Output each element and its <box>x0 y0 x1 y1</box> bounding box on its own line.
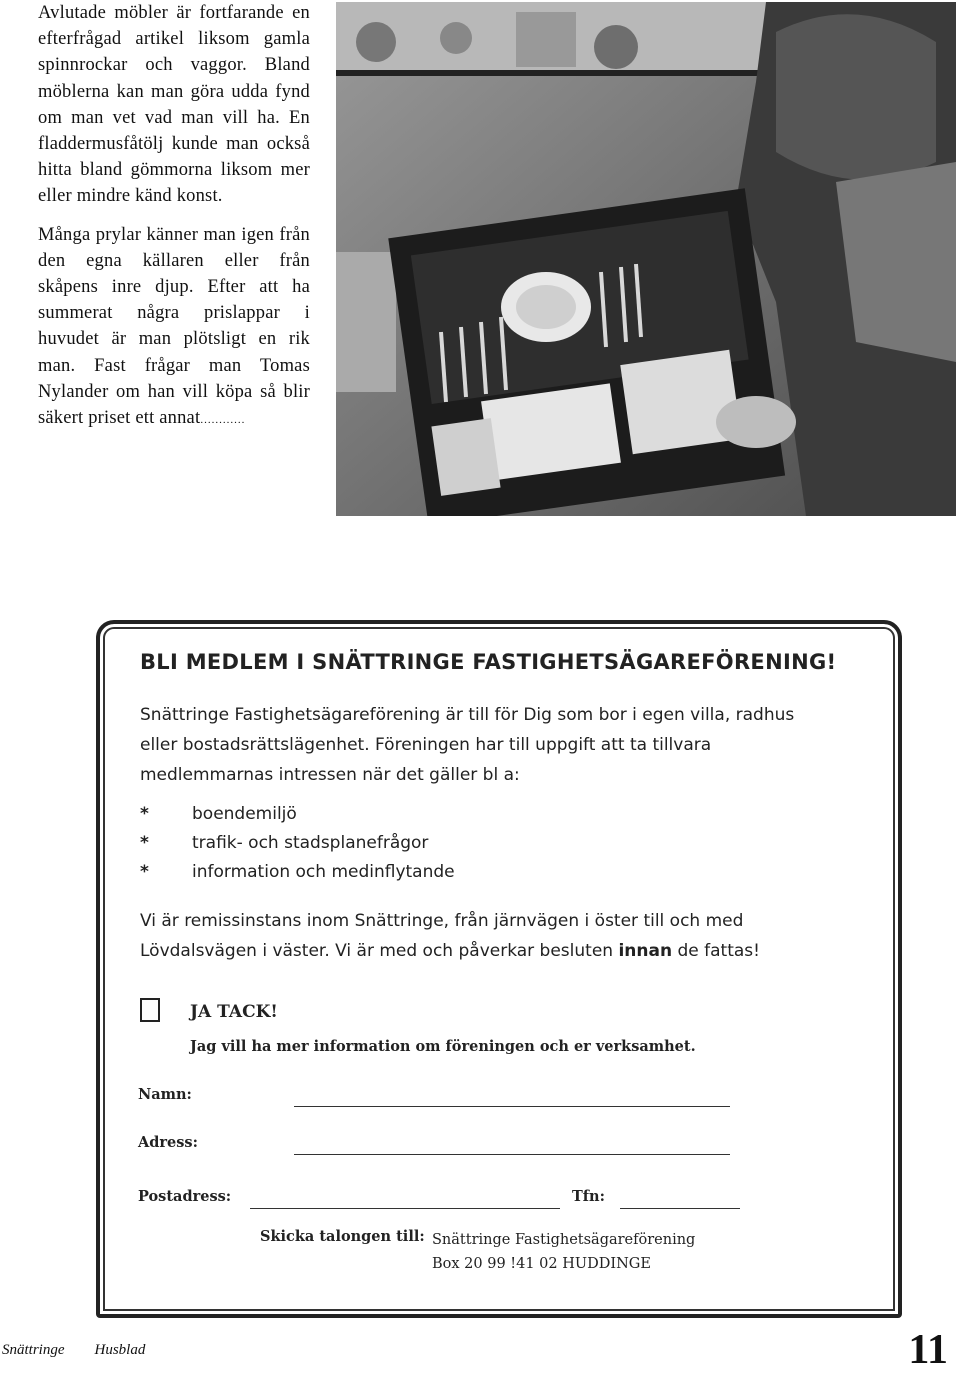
publication-name <box>2 1342 175 1359</box>
postal-address: Box 20 99 !41 02 HUDDINGE <box>432 1256 651 1272</box>
send-to-address <box>432 1228 695 1276</box>
remiss-end: de fattas! <box>677 941 760 961</box>
list-item-label: boendemiljö <box>192 804 297 824</box>
postadress-field[interactable] <box>250 1208 560 1209</box>
tfn-label: Tfn: <box>572 1188 605 1205</box>
list-item-label: trafik- och stadsplanefrågor <box>192 833 429 853</box>
send-to-label: Skicka talongen till: <box>260 1228 425 1245</box>
bullet-star: * <box>140 833 149 853</box>
coupon-intro: Snättringe Fastighetsägareförening är till för Dig som bor i egen villa, radhus eller bostadsrättslägenhet. Föreningen har till uppgift att ta tillvara medlemmarnas intressen när det gäller bl a: <box>140 705 795 785</box>
namn-label: Namn: <box>138 1086 192 1103</box>
coupon-remiss-text <box>140 906 840 966</box>
coupon-interest-list <box>140 800 740 887</box>
list-item <box>140 858 740 887</box>
publication-name-part2: Husblad <box>94 1342 146 1358</box>
coupon-title: BLI MEDLEM I SNÄTTRINGE FASTIGHETSÄGAREFÖRENING! <box>140 650 837 674</box>
adress-field[interactable] <box>294 1154 730 1155</box>
postadress-label: Postadress: <box>138 1188 232 1205</box>
article-paragraph-2-text: Många prylar känner man igen från den egna källaren eller från skåpens inre djup. Efter att ha summerat några prislappar i huvudet är man plötsligt en rik man. Fast frågar man Tomas Nylander om han vill köpa så blir säkert priset ett annat <box>38 224 310 429</box>
list-item <box>140 800 740 829</box>
remiss-text: Vi är remissinstans inom Snättringe, från järnvägen i öster till och med Lövdalsvägen i väster. Vi är med och påverkar besluten <box>140 911 744 961</box>
namn-field[interactable] <box>294 1106 730 1107</box>
tfn-field[interactable] <box>620 1208 740 1209</box>
membership-coupon <box>96 620 902 1318</box>
list-item-label: information och medinflytande <box>192 862 455 882</box>
remiss-bold-word: innan <box>618 941 673 961</box>
article-text <box>38 0 310 445</box>
bullet-star: * <box>140 862 149 882</box>
info-request-text: Jag vill ha mer information om föreningen och er verksamhet. <box>190 1038 696 1055</box>
publication-name-part1: Snättringe <box>2 1342 65 1358</box>
photo-picnic-case-image <box>336 2 956 516</box>
article-paragraph-1: Avlutade möbler är fortfarande en efterfrågad artikel liksom gamla spinnrockar och vaggor. Bland möblerna kan man göra udda fynd om man vet vad man vill ha. En fladdermusfåtölj kunde man också hitta bland gömmorna liksom mer eller mindre känd konst. <box>38 3 310 207</box>
ja-tack-label: JA TACK! <box>190 1002 278 1022</box>
article-leader-dots: ............ <box>200 414 246 427</box>
article-paragraph-2 <box>38 222 310 434</box>
bullet-star: * <box>140 804 149 824</box>
adress-label: Adress: <box>138 1134 198 1151</box>
ja-tack-checkbox[interactable] <box>140 998 160 1022</box>
association-name: Snättringe Fastighetsägareförening <box>432 1232 696 1248</box>
page-number: 11 <box>908 1327 948 1373</box>
article-photo <box>336 2 956 516</box>
list-item <box>140 829 740 858</box>
